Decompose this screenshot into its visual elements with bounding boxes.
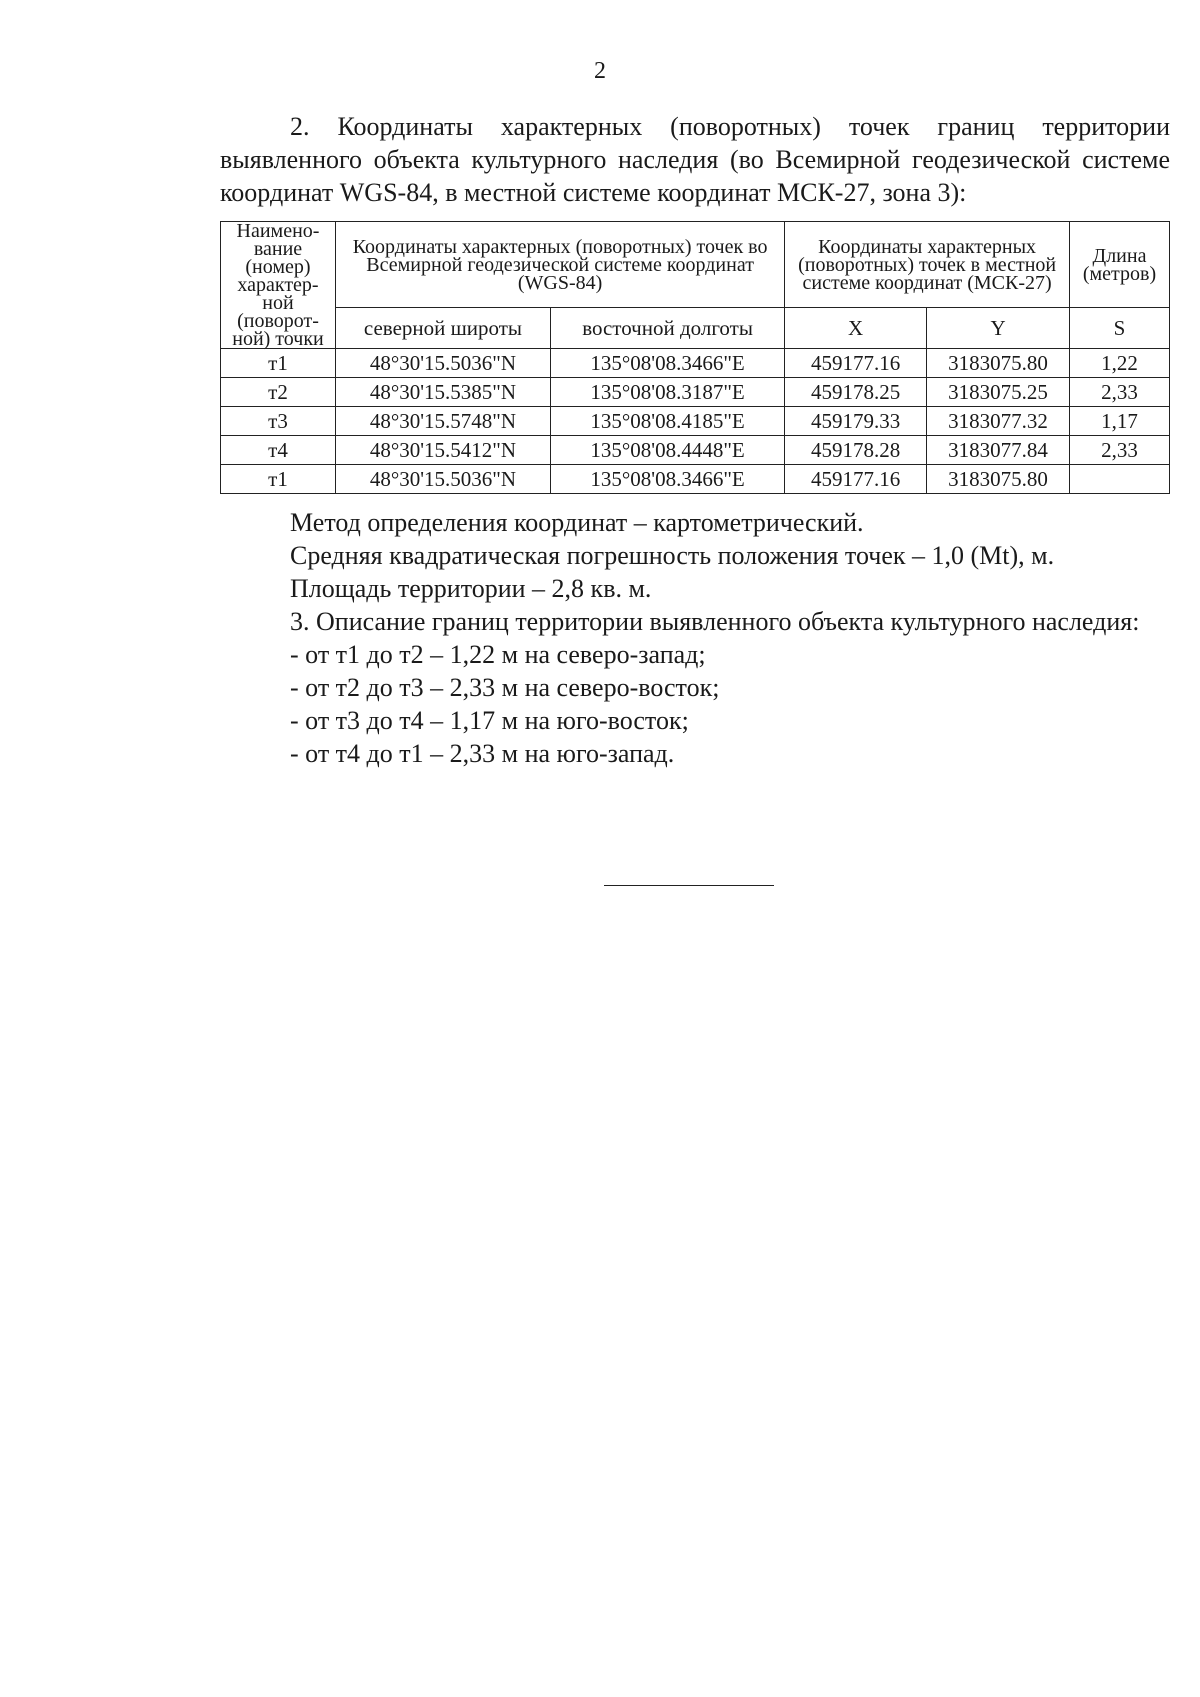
cell-x: 459179.33 <box>785 407 927 436</box>
boundary-item: - от т4 до т1 – 2,33 м на юго-запад. <box>290 739 675 768</box>
page-number: 2 <box>594 58 606 84</box>
cell-x: 459177.16 <box>785 465 927 494</box>
header-s: S <box>1070 308 1170 349</box>
header-point-name: Наимено-вание (номер) характер-ной (поворот-ной) точки <box>221 222 336 349</box>
cell-lat: 48°30'15.5412"N <box>335 436 550 465</box>
cell-s: 2,33 <box>1070 378 1170 407</box>
table-row <box>221 436 1170 465</box>
cell-s <box>1070 465 1170 494</box>
boundary-item: - от т1 до т2 – 1,22 м на северо-запад; <box>290 640 706 669</box>
cell-lon: 135°08'08.4185"E <box>550 407 784 436</box>
header-length: Длина (метров) <box>1070 222 1170 308</box>
cell-lon: 135°08'08.3187"E <box>550 378 784 407</box>
cell-point: т1 <box>221 465 336 494</box>
header-wgs84: Координаты характерных (поворотных) точек во Всемирной геодезической системе координат (WGS-84) <box>335 222 784 308</box>
cell-y: 3183077.84 <box>927 436 1070 465</box>
cell-y: 3183075.80 <box>927 349 1070 378</box>
header-y: Y <box>927 308 1070 349</box>
header-msk27: Координаты характерных (поворотных) точек в местной системе координат (МСК-27) <box>785 222 1070 308</box>
cell-lon: 135°08'08.4448"E <box>550 436 784 465</box>
cell-lon: 135°08'08.3466"E <box>550 349 784 378</box>
cell-y: 3183075.80 <box>927 465 1070 494</box>
cell-lat: 48°30'15.5748"N <box>335 407 550 436</box>
boundary-item: - от т3 до т4 – 1,17 м на юго-восток; <box>290 706 689 735</box>
cell-lon: 135°08'08.3466"E <box>550 465 784 494</box>
cell-point: т2 <box>221 378 336 407</box>
cell-point: т4 <box>221 436 336 465</box>
cell-lat: 48°30'15.5036"N <box>335 349 550 378</box>
table-row <box>221 465 1170 494</box>
header-longitude: восточной долготы <box>550 308 784 349</box>
cell-y: 3183077.32 <box>927 407 1070 436</box>
table-header-row <box>221 222 1170 308</box>
cell-s: 1,22 <box>1070 349 1170 378</box>
section-2-paragraph: 2. Координаты характерных (поворотных) точек границ территории выявленного объекта культурного наследия (во Всемирной геодезической системе координат WGS-84, в местной системе координат МСК-27, зона 3): <box>220 112 1170 207</box>
section-3-paragraph: 3. Описание границ территории выявленного объекта культурного наследия: <box>290 607 1140 636</box>
cell-lat: 48°30'15.5036"N <box>335 465 550 494</box>
error-line: Средняя квадратическая погрешность положения точек – 1,0 (Mt), м. <box>290 541 1055 570</box>
boundary-item: - от т2 до т3 – 2,33 м на северо-восток; <box>290 673 720 702</box>
header-latitude: северной широты <box>335 308 550 349</box>
coordinates-table <box>220 221 1170 494</box>
cell-s: 1,17 <box>1070 407 1170 436</box>
table-row <box>221 407 1170 436</box>
area-line: Площадь территории – 2,8 кв. м. <box>290 574 652 603</box>
document-body <box>220 110 1170 770</box>
table-row <box>221 349 1170 378</box>
header-x: X <box>785 308 927 349</box>
table-row <box>221 378 1170 407</box>
cell-y: 3183075.25 <box>927 378 1070 407</box>
end-separator-line <box>604 885 774 886</box>
cell-x: 459178.28 <box>785 436 927 465</box>
cell-x: 459177.16 <box>785 349 927 378</box>
cell-point: т1 <box>221 349 336 378</box>
table-subheader-row <box>221 308 1170 349</box>
method-line: Метод определения координат – картометрический. <box>290 508 864 537</box>
cell-point: т3 <box>221 407 336 436</box>
cell-s: 2,33 <box>1070 436 1170 465</box>
cell-lat: 48°30'15.5385"N <box>335 378 550 407</box>
cell-x: 459178.25 <box>785 378 927 407</box>
